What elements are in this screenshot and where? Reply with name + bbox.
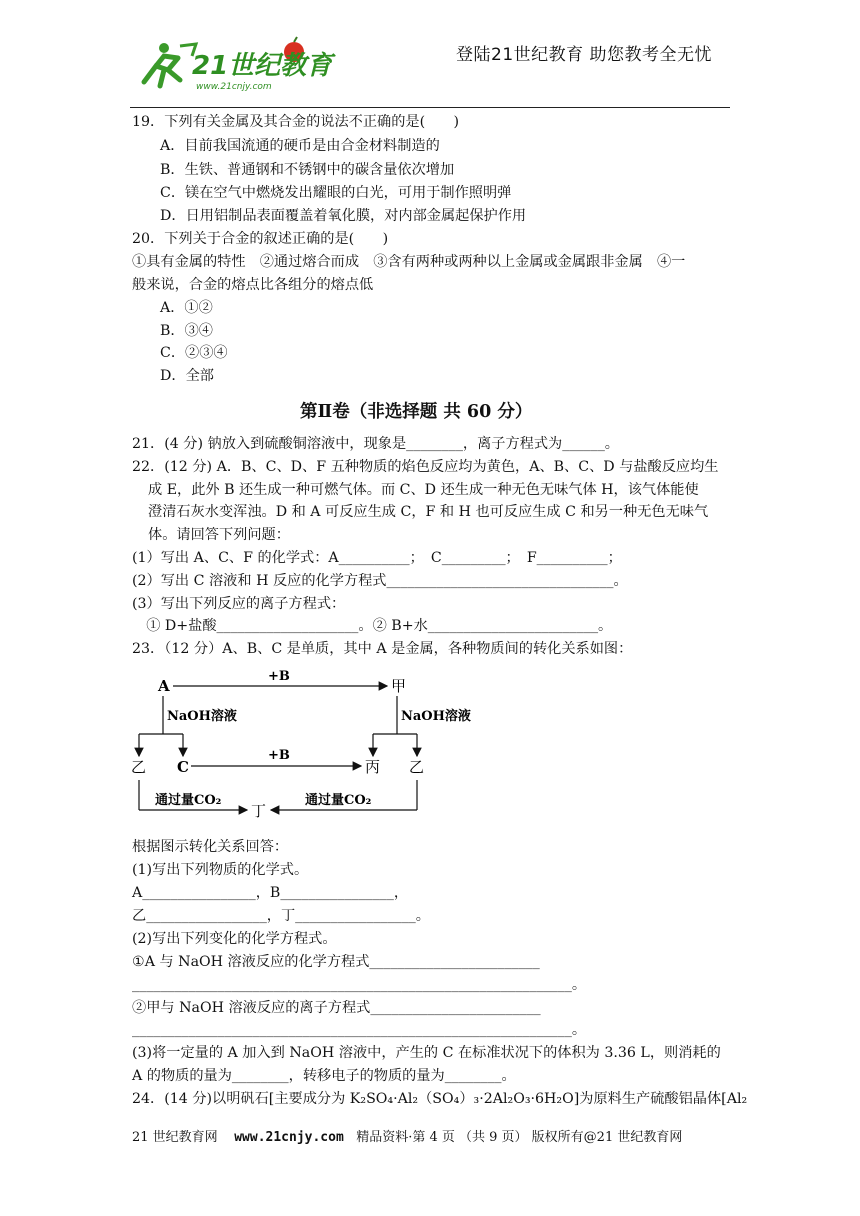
q20-stem: 20．下列关于合金的叙述正确的是( ) bbox=[132, 231, 389, 247]
q24-text: 24．(14 分)以明矾石[主要成分为 K₂SO₄·Al₂（SO₄）₃·2Al₂O₃·6H₂O]为原料生产硫酸铝晶体[Al₂ bbox=[132, 1091, 748, 1107]
q19-stem: 19．下列有关金属及其合金的说法不正确的是( ) bbox=[132, 114, 460, 130]
footer-site-link[interactable]: www.21cnjy.com bbox=[234, 1130, 344, 1145]
q20-option-c: C．②③④ bbox=[160, 345, 228, 361]
footer-left: 21 世纪教育网 bbox=[132, 1130, 218, 1145]
node-bing: 丙 bbox=[365, 758, 381, 776]
q19-option-a: A．目前我国流通的硬币是由合金材料制造的 bbox=[160, 138, 440, 154]
header-divider bbox=[130, 107, 730, 108]
q22-line: 成 E，此外 B 还生成一种可燃气体。而 C、D 还生成一种无色无味气体 H，该气体能使 bbox=[148, 482, 699, 498]
q23-line: ______________________________________________________________。 bbox=[132, 1022, 587, 1038]
section-title: 第Ⅱ卷（非选择题 共 60 分） bbox=[300, 402, 533, 422]
label-plus-b-mid: +B bbox=[268, 748, 290, 763]
q22-part2: (2）写出 C 溶液和 H 反应的化学方程式________________________________。 bbox=[132, 573, 628, 589]
logo-text: 21世纪教育 bbox=[192, 51, 333, 81]
label-co2-right: 通过量CO₂ bbox=[305, 793, 372, 808]
node-jia: 甲 bbox=[391, 677, 407, 695]
node-c: C bbox=[177, 758, 189, 776]
q22-part3-items: ① D+盐酸____________________。② B+水________________________。 bbox=[132, 618, 613, 634]
logo-url: www.21cnjy.com bbox=[196, 82, 272, 92]
q23-line: ①A 与 NaOH 溶液反应的化学方程式________________________ bbox=[132, 954, 540, 970]
q22-line: 22．(12 分) A．B、C、D、F 五种物质的焰色反应均为黄色，A、B、C、D 与盐酸反应均生 bbox=[132, 459, 719, 475]
q20-option-b: B．③④ bbox=[160, 323, 213, 339]
q23-line: ______________________________________________________________。 bbox=[132, 977, 587, 993]
q19-option-b: B．生铁、普通钢和不锈钢中的碳含量依次增加 bbox=[160, 162, 455, 178]
q23-line: A 的物质的量为________，转移电子的物质的量为________。 bbox=[132, 1068, 516, 1084]
label-naoh-left: NaOH溶液 bbox=[167, 709, 237, 724]
label-plus-b-top: +B bbox=[268, 669, 290, 684]
q20-option-d: D．全部 bbox=[160, 368, 214, 384]
q19-option-c: C．镁在空气中燃烧发出耀眼的白光，可用于制作照明弹 bbox=[160, 185, 512, 201]
node-ding: 丁 bbox=[251, 802, 267, 820]
label-co2-left: 通过量CO₂ bbox=[155, 793, 222, 808]
q23-line: (3)将一定量的 A 加入到 NaOH 溶液中，产生的 C 在标准状况下的体积为 3.36 L，则消耗的 bbox=[132, 1045, 721, 1061]
q23-line: 乙_________________，丁_________________。 bbox=[132, 908, 430, 924]
header-tagline: 登陆21世纪教育 助您教考全无忧 bbox=[456, 45, 713, 65]
label-naoh-right: NaOH溶液 bbox=[401, 709, 471, 724]
site-logo[interactable] bbox=[134, 36, 333, 98]
q21-text: 21．(4 分) 钠放入到硫酸铜溶液中，现象是________，离子方程式为______。 bbox=[132, 436, 619, 452]
q23-line: (1)写出下列物质的化学式。 bbox=[132, 862, 309, 878]
q23-line: 根据图示转化关系回答： bbox=[132, 839, 289, 855]
q23-line: (2)写出下列变化的化学方程式。 bbox=[132, 931, 337, 947]
q22-part3: (3）写出下列反应的离子方程式： bbox=[132, 596, 346, 612]
q23-line: ②甲与 NaOH 溶液反应的离子方程式________________________ bbox=[132, 1000, 541, 1016]
q20-option-a: A．①② bbox=[160, 300, 213, 316]
q22-line: 体。请回答下列问题： bbox=[148, 527, 290, 543]
q23-stem: 23．（12 分）A、B、C 是单质，其中 A 是金属，各种物质间的转化关系如图： bbox=[132, 641, 633, 657]
q22-line: 澄清石灰水变浑浊。D 和 A 可反应生成 C，F 和 H 也可反应生成 C 和另一种无色无味气 bbox=[148, 504, 709, 520]
q22-part1: (1）写出 A、C、F 的化学式：A__________； C_________； F__________； bbox=[132, 550, 622, 566]
q23-line: A________________，B________________， bbox=[132, 885, 409, 901]
q20-statement-line2: 般来说，合金的熔点比各组分的熔点低 bbox=[132, 277, 374, 293]
footer-right: 精品资料·第 4 页 （共 9 页） 版权所有@21 世纪教育网 bbox=[356, 1130, 683, 1145]
q20-statement-line1: ①具有金属的特性 ②通过熔合而成 ③含有两种或两种以上金属或金属跟非金属 ④一 bbox=[132, 254, 686, 270]
node-a: A bbox=[158, 677, 170, 695]
node-yi-left: 乙 bbox=[131, 758, 147, 776]
conversion-diagram bbox=[125, 664, 485, 824]
q19-option-d: D．日用铝制品表面覆盖着氧化膜，对内部金属起保护作用 bbox=[160, 208, 527, 224]
footer bbox=[132, 1126, 682, 1145]
node-yi-right: 乙 bbox=[409, 758, 425, 776]
